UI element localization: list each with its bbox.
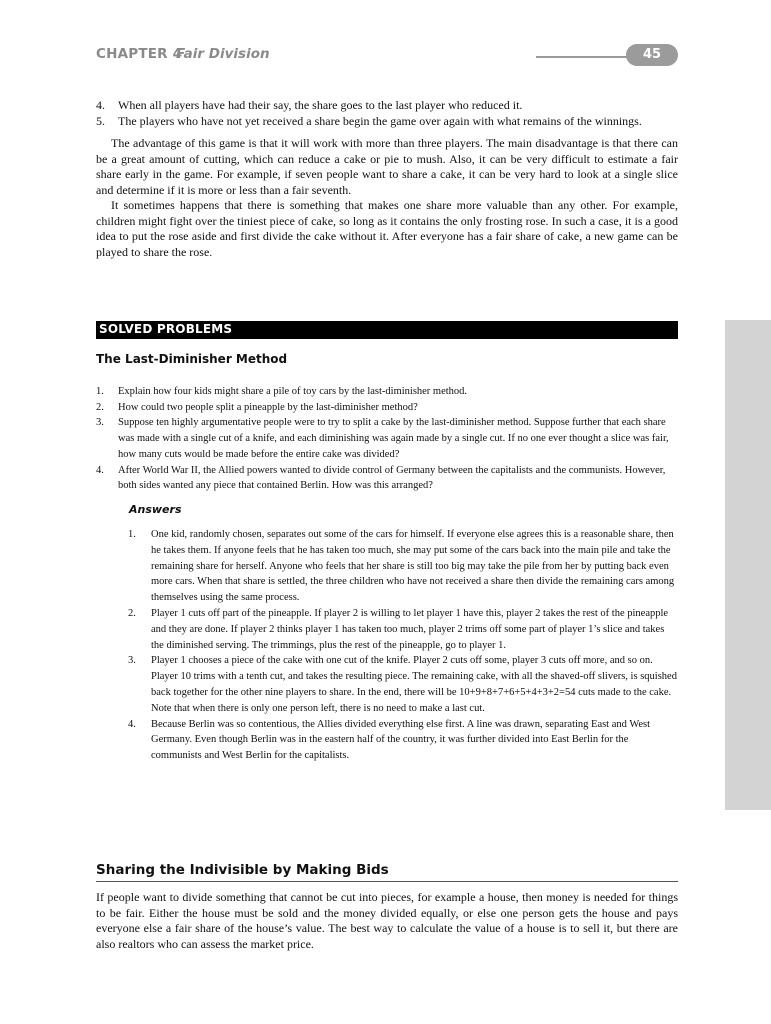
problem-item [96,384,678,400]
answer-number: 4. [128,718,136,730]
problem-item [96,400,678,416]
banner-label: SOLVED PROBLEMS [99,322,233,336]
subsection-heading: The Last-Diminisher Method [96,352,288,366]
list-item [96,114,678,130]
page-number: 45 [626,44,678,66]
problem-number: 3. [96,417,104,429]
answer-item [128,653,678,716]
list-item-number: 4. [96,98,105,112]
problem-item [96,415,678,462]
body-paragraph: The advantage of this game is that it will work with more than three players. The main disadvantage is that there can be a great amount of cutting, which can reduce a cake or pie to mush. Also, it can be very difficult to estimate a fair share early in the game. For example, if seven people want to share a cake, it can be very hard to look at a single slice and determine if it is more or less than a fair seventh. [96,136,678,197]
bids-content [96,890,678,952]
list-item-text: The players who have not yet received a share begin the game over again with what remains of the winnings. [118,113,642,128]
solved-problems-banner [96,321,678,339]
answer-text: Because Berlin was so contentious, the Allies divided everything else first. A line was drawn, separating East and West Germany. Even though Berlin was in the eastern half of the country, it was further divided into East Berlin for the communists and West Berlin for the capitalists. [151,718,651,762]
header-rule [536,56,636,58]
body-paragraph: If people want to divide something that cannot be cut into pieces, for example a house, then money is needed for things to be fair. Either the house must be sold and the money divided equally, or else one person gets the house and pays everyone else a fair share of the house’s value. The best way to calculate the value of a house is to sell it, but there are also realtors who can assess the market price. [96,890,678,951]
answer-number: 1. [128,529,136,540]
list-item [96,98,678,114]
answer-item [128,527,678,606]
list-item-text: When all players have had their say, the share goes to the last player who reduced it. [118,98,523,112]
problem-item [96,463,678,494]
answer-item [128,606,678,653]
answer-number: 3. [128,655,136,667]
answers-heading: Answers [129,503,182,516]
body-paragraph: It sometimes happens that there is something that makes one share more valuable than any other. For example, children might fight over the tiniest piece of cake, so long as it contains the only frosting rose. In such a case, it is a good idea to put the rose aside and first divide the cake without it. After everyone has a fair share of cake, a new game can be played to share the rose. [96,198,678,259]
problem-number: 2. [96,401,104,413]
answer-item [128,717,678,764]
problem-list [96,384,678,494]
problem-number: 1. [96,386,104,397]
section-heading: Sharing the Indivisible by Making Bids [96,862,678,882]
intro-content [96,98,678,260]
answer-number: 2. [128,607,136,619]
list-item-number: 5. [96,113,105,128]
answer-list [128,527,678,764]
answer-text: Player 1 chooses a piece of the cake with one cut of the knife. Player 2 cuts off some, player 3 cuts off more, and so on. Player 10 trims with a tenth cut, and takes the resulting piece. The remaining cake, with all the shaved-off slivers, is squished back together for the other nine players to share. In the end, there will be 10+9+8+7+6+5+4+3+2=54 cuts made to the cake. Note that when there is only one person left, there is no need to make a last cut. [151,655,677,714]
chapter-label: CHAPTER 4 [96,46,183,62]
chapter-title: Fair Division [176,46,270,62]
problem-text: After World War II, the Allied powers wanted to divide control of Germany between the capitalists and the communists. However, both sides wanted any piece that contained Berlin. How was this arranged? [118,464,666,492]
page-edge-tab [725,320,771,810]
answer-text: Player 1 cuts off part of the pineapple. If player 2 is willing to let player 1 have this, player 2 takes the rest of the pineapple and they are done. If player 2 thinks player 1 has taken too much, player 2 trims off some part of player 1’s slice and takes the diminished serving. The trimmings, plus the rest of the pineapple, go to player 1. [151,607,669,651]
running-header [96,44,678,66]
answer-text: One kid, randomly chosen, separates out some of the cars for himself. If everyone else agrees this is a reasonable share, then he takes them. If anyone feels that he has taken too much, she may put some of the cars back into the main pile and take the remaining share for herself. Anyone who feels that her share is still too big may take the pile from her by putting back even more cars. When that share is settled, the three children who have not received a share then divide the remaining cars among themselves using the same process. [151,529,675,604]
problem-number: 4. [96,464,104,476]
problem-text: Suppose ten highly argumentative people were to try to split a cake by the last-diminisher method. Suppose further that each share was made with a single cut of a knife, and each diminishing was again made by a single cut. If no one ever thought a slice was fair, how many cuts would be made before the entire cake was divided? [118,417,669,460]
problem-text: How could two people split a pineapple by the last-diminisher method? [118,401,418,413]
problem-text: Explain how four kids might share a pile of toy cars by the last-diminisher method. [118,386,468,397]
